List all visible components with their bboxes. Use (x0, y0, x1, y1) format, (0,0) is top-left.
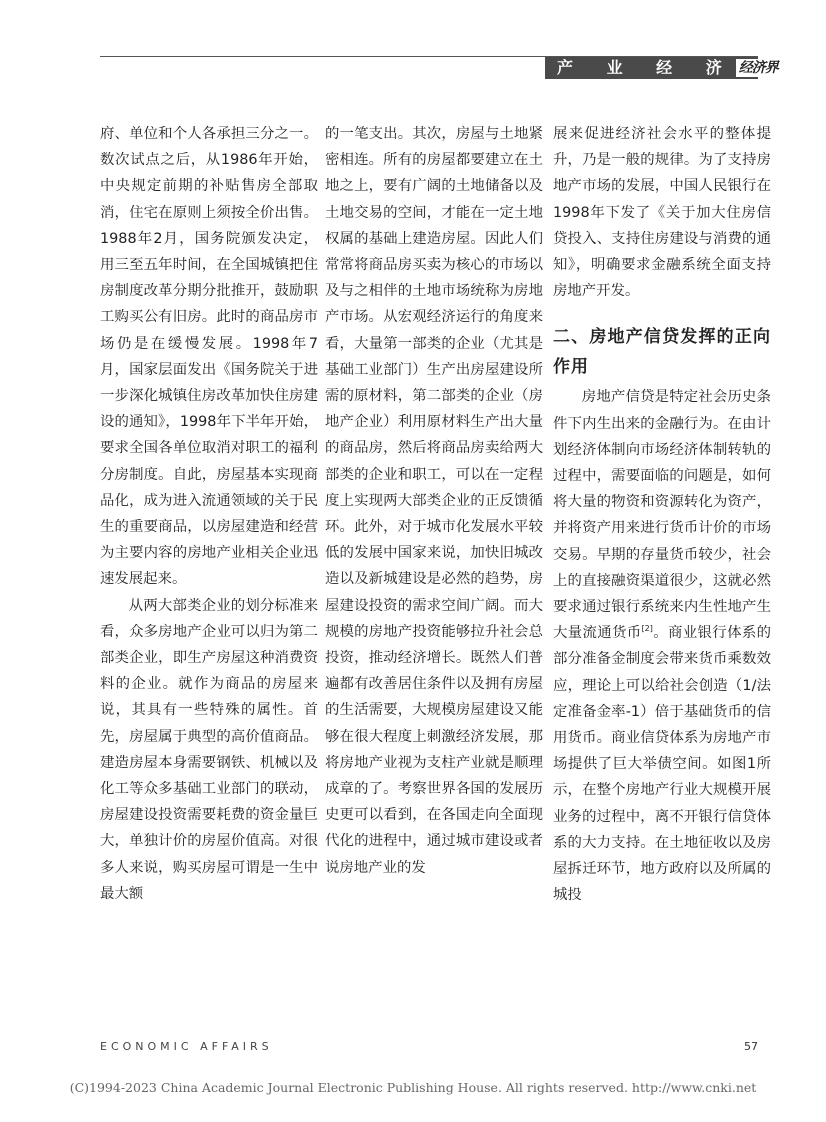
paragraph-text: 。商业银行体系的部分准备金制度会带来货币乘数效应，理论上可以给社会创造（1/法定准备金率-1）倍于基础货币的信用货币。商业信贷体系为房地产市场提供了巨大举债空间。如图1所示，在整个房地产行业大规模开展业务的过程中，离不开银行信贷体系的大力支持。在土地征收以及房屋拆迁环节，地方政府以及所属的城投 (553, 625, 771, 904)
paragraph: 府、单位和个人各承担三分之一。数次试点之后，从1986年开始，中央规定前期的补贴售房全部取消，住宅在原则上须按全价出售。1988年2月，国务院颁发决定，用三至五年时间，在全国城镇把住房制度改革分期分批推开，鼓励职工购买公有旧房。此时的商品房市场仍是在缓慢发展。1998年7月，国家层面发出《国务院关于进一步深化城镇住房改革加快住房建设的通知》，1998年下半年开始，要求全国各单位取消对职工的福利分房制度。自此，房屋基本实现商品化，成为进入流通领域的关于民生的重要商品，以房屋建造和经营为主要内容的房地产业相关企业迅速发展起来。 (100, 126, 318, 588)
magazine-logo: 经济界 (736, 59, 781, 77)
section-name: 产 业 经 济 (557, 58, 736, 77)
paragraph: 展来促进经济社会水平的整体提升，乃是一般的规律。为了支持房地产市场的发展，中国人民银行在1998年下发了《关于加大住房信贷投入、支持住房建设与消费的通知》，明确要求金融系统全面支持房地产开发。 (553, 126, 771, 300)
paragraph-text: 房地产信贷是特定社会历史条件下内生出来的金融行为。在由计划经济体制向市场经济体制转轨的过程中，需要面临的问题是，如何将大量的物资和资源转化为资产，并将资产用来进行货币计价的市场交易。早期的存量货币较少，社会上的直接融资渠道很少，这就必然要求通过银行系统来内生性地产生大量流通货币 (553, 389, 771, 642)
citation: [2] (641, 624, 653, 634)
journal-name: ECONOMIC AFFAIRS (100, 1040, 273, 1053)
column-3 (553, 121, 771, 908)
column-1 (100, 121, 318, 907)
paragraph: 从两大部类企业的划分标准来看，众多房地产企业可以归为第二部类企业，即生产房屋这种消费资料的企业。就作为商品的房屋来说，其具有一些特殊的属性。首先，房屋属于典型的高价值商品。建造房屋本身需要钢铁、机械以及化工等众多基础工业部门的联动，房屋建设投资需要耗费的资金量巨大，单独计价的房屋价值高。对很多人来说，购买房屋可谓是一生中最大额 (100, 597, 318, 902)
copyright-notice: (C)1994-2023 China Academic Journal Electronic Publishing House. All rights reserved. http://www.cnki.net (69, 1080, 757, 1095)
section-heading: 二、房地产信贷发挥的正向作用 (553, 327, 771, 378)
column-2 (325, 121, 543, 881)
page-number: 57 (744, 1040, 758, 1053)
paragraph (553, 384, 771, 908)
paragraph: 的一笔支出。其次，房屋与土地紧密相连。所有的房屋都要建立在土地之上，要有广阔的土地储备以及土地交易的空间，才能在一定土地权属的基础上建造房屋。因此人们常常将商品房买卖为核心的市场以及与之相伴的土地市场统称为房地产市场。从宏观经济运行的角度来看，大量第一部类的企业（尤其是基础工业部门）生产出房屋建设所需的原材料，第二部类的企业（房地产企业）利用原材料生产出大量的商品房，然后将商品房卖给两大部类的企业和职工，可以在一定程度上实现两大部类企业的正反馈循环。此外，对于城市化发展水平较低的发展中国家来说，加快旧城改造以及新城建设是必然的趋势，房屋建设投资的需求空间广阔。而大规模的房地产投资能够拉升社会总投资，推动经济增长。既然人们普遍都有改善居住条件以及拥有房屋的生活需要，大规模房屋建设又能够在很大程度上刺激经济发展，那将房地产业视为支柱产业就是顺理成章的了。考察世界各国的发展历史更可以看到，在各国走向全面现代化的进程中，通过城市建设或者说房地产业的发 (325, 126, 543, 876)
running-header (545, 57, 778, 79)
